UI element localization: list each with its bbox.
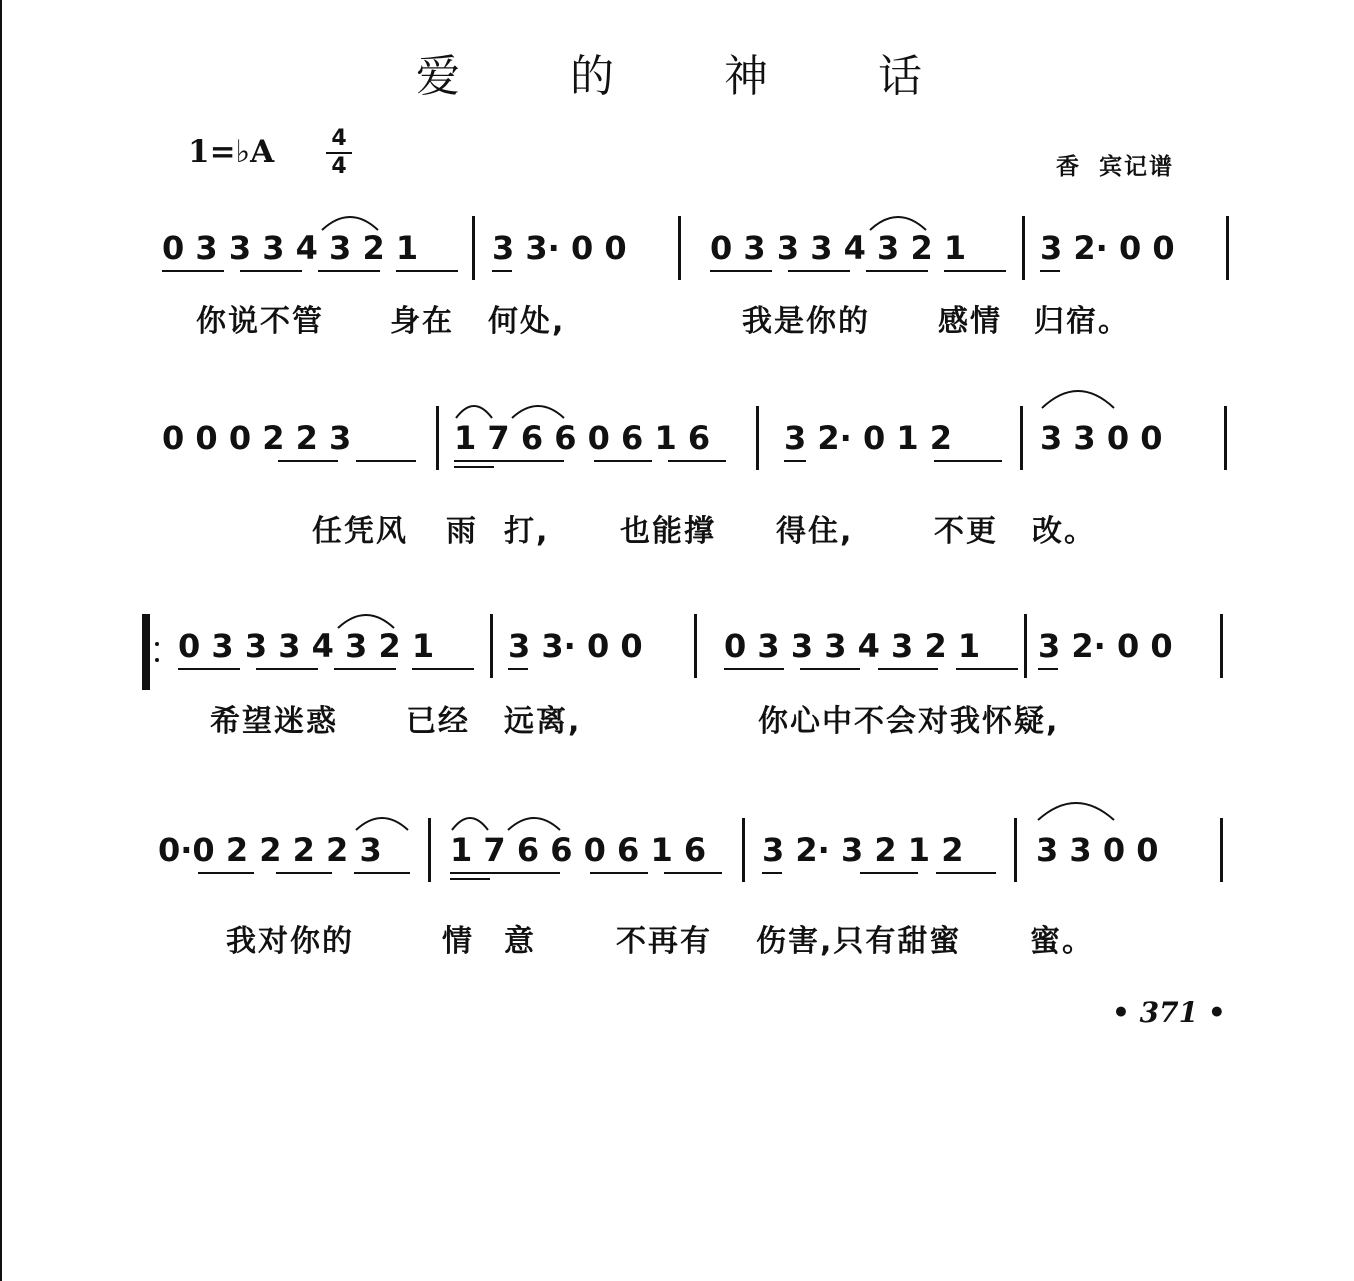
lyric: 感情 [938, 304, 1002, 339]
slur [1036, 794, 1116, 822]
beam [860, 872, 918, 874]
beam [878, 668, 938, 670]
beam [492, 270, 512, 272]
lyric: 你说不管 [196, 304, 324, 339]
measure-notes: 3 3· 0 0 [492, 229, 627, 267]
repeat-dot [155, 642, 159, 646]
barline [1020, 406, 1023, 470]
beam [664, 872, 722, 874]
lyric: 不再有 [616, 924, 712, 959]
lyric: 已经 [406, 704, 470, 739]
beam [178, 668, 240, 670]
beam [944, 270, 1006, 272]
slur [354, 810, 410, 832]
beam [710, 270, 772, 272]
measure [1040, 216, 1202, 280]
beam [334, 668, 396, 670]
beam [590, 872, 648, 874]
beam [356, 460, 416, 462]
key-signature: 1=♭A [188, 134, 275, 170]
lyric: 希望迷惑 [210, 704, 338, 739]
measure-notes: 3 3 0 0 [1040, 419, 1163, 457]
beam [240, 270, 302, 272]
lyric: 远离, [504, 704, 582, 739]
lyric: 伤害,只有甜蜜 [756, 924, 962, 959]
beam [956, 668, 1018, 670]
measure-notes: 3 2· 0 0 [1038, 627, 1173, 665]
barline [1226, 216, 1229, 280]
credit-role: 宾记谱 [1099, 154, 1174, 180]
barline [694, 614, 697, 678]
lyric: 何处, [488, 304, 566, 339]
barline [428, 818, 431, 882]
slur [1040, 382, 1116, 410]
beam [396, 270, 458, 272]
beam [318, 270, 380, 272]
lyric: 我是你的 [742, 304, 870, 339]
slur [320, 208, 380, 232]
barline [1220, 818, 1223, 882]
beam [276, 872, 332, 874]
beam [934, 460, 1002, 462]
measure [784, 406, 1004, 470]
measure [158, 818, 412, 882]
slur [454, 398, 494, 420]
beam [788, 270, 850, 272]
time-signature-bottom: 4 [331, 154, 347, 179]
beam [450, 872, 560, 874]
lyric: 我对你的 [226, 924, 354, 959]
barline [742, 818, 745, 882]
lyric: 打, [504, 514, 550, 549]
measure [508, 614, 668, 678]
slur [336, 606, 396, 630]
song-title: 爱 的 神 话 [416, 51, 970, 102]
beam [800, 668, 860, 670]
barline [1224, 406, 1227, 470]
beam [256, 668, 318, 670]
lyric: 得住, [776, 514, 854, 549]
lyric: 改。 [1032, 514, 1096, 549]
measure [762, 818, 998, 882]
repeat-dot [155, 658, 159, 662]
beam [454, 466, 494, 468]
measure-notes: 1 7 6 6 0 6 1 6 [450, 831, 707, 869]
measure [710, 216, 1010, 280]
time-signature-top: 4 [331, 126, 347, 151]
barline [678, 216, 681, 280]
slur [868, 208, 928, 232]
barline [472, 216, 475, 280]
slur [506, 810, 562, 832]
measure-notes: 3 3· 0 0 [508, 627, 643, 665]
beam [412, 668, 474, 670]
beam [936, 872, 996, 874]
measure-notes: 3 2· 0 1 2 [784, 419, 953, 457]
score-line-4 [0, 818, 1354, 898]
measure-notes: 0 3 3 3 4 3 2 1 [162, 229, 419, 267]
lyric: 也能撑 [620, 514, 716, 549]
measure-notes: 0 3 3 3 4 3 2 1 [724, 627, 981, 665]
score-line-1 [0, 216, 1354, 296]
time-signature [324, 126, 354, 180]
beam [594, 460, 652, 462]
measure [1038, 614, 1198, 678]
measure-notes: 0 0 0 2 2 3 [162, 419, 352, 457]
beam [354, 872, 410, 874]
beam [508, 668, 528, 670]
repeat-barline [142, 614, 150, 690]
measure [1036, 818, 1214, 882]
measure [450, 818, 726, 882]
slur [510, 398, 566, 420]
barline [756, 406, 759, 470]
measure-notes: 3 3 0 0 [1036, 831, 1159, 869]
beam [1040, 270, 1060, 272]
page-number: • 371 • [1112, 996, 1226, 1029]
score-line-3 [0, 614, 1354, 694]
transcriber-credit [1056, 148, 1192, 181]
lyric: 你心中不会对我怀疑, [758, 704, 1060, 739]
lyric: 情 [442, 924, 474, 959]
beam [198, 872, 254, 874]
measure [162, 406, 418, 470]
lyric: 任凭风 [312, 514, 408, 549]
barline [1220, 614, 1223, 678]
barline [1014, 818, 1017, 882]
lyric: 不更 [934, 514, 998, 549]
beam [668, 460, 726, 462]
lyric: 雨 [446, 514, 478, 549]
lyric: 归宿。 [1034, 304, 1130, 339]
measure [1040, 406, 1200, 470]
measure [162, 216, 462, 280]
lyric: 身在 [390, 304, 454, 339]
measure [178, 614, 478, 678]
slur [450, 810, 490, 832]
credit-name: 香 [1056, 154, 1081, 180]
beam [724, 668, 784, 670]
lyric: 意 [504, 924, 536, 959]
barline [1022, 216, 1025, 280]
beam [1038, 668, 1058, 670]
beam [450, 878, 490, 880]
measure-notes: 1 7 6 6 0 6 1 6 [454, 419, 711, 457]
measure-notes: 0·0 2 2 2 2 3 [158, 831, 382, 869]
measure-notes: 0 3 3 3 4 3 2 1 [178, 627, 435, 665]
barline [1024, 614, 1027, 678]
measure-notes: 0 3 3 3 4 3 2 1 [710, 229, 967, 267]
barline [436, 406, 439, 470]
beam [454, 460, 564, 462]
measure [724, 614, 1020, 678]
beam [762, 872, 782, 874]
measure-notes: 3 2· 3 2 1 2 [762, 831, 964, 869]
barline [490, 614, 493, 678]
beam [784, 460, 806, 462]
measure-notes: 3 2· 0 0 [1040, 229, 1175, 267]
lyric: 蜜。 [1030, 924, 1094, 959]
measure [492, 216, 654, 280]
beam [278, 460, 338, 462]
beam [162, 270, 224, 272]
beam [866, 270, 928, 272]
score-line-2 [0, 406, 1354, 486]
measure [454, 406, 730, 470]
